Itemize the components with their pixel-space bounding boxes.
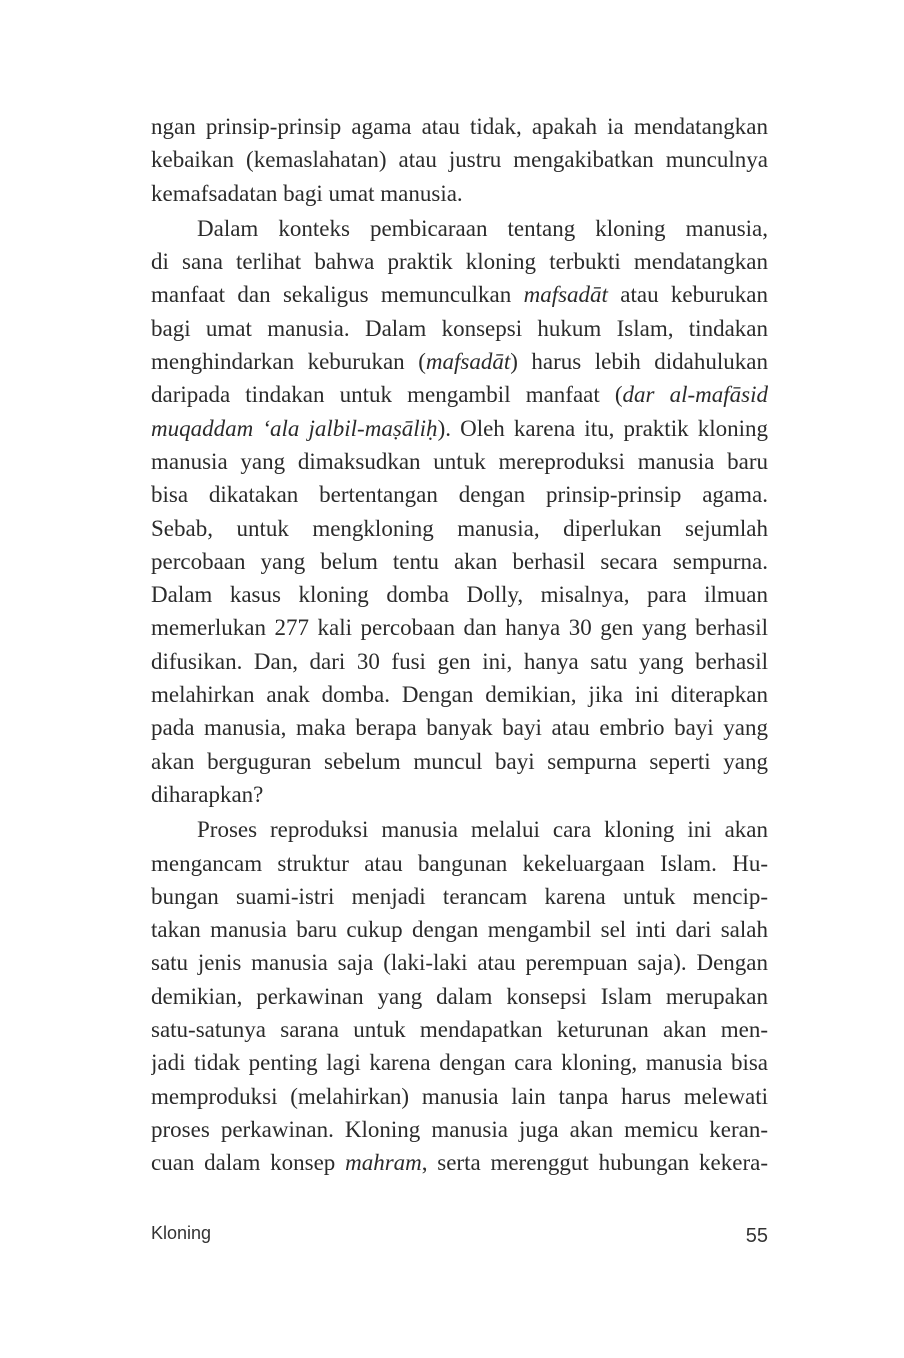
text-segment: jadi tidak penting lagi karena dengan cara kloning, manusia bisa	[151, 1050, 768, 1076]
paragraph	[151, 110, 768, 210]
text-segment: satu jenis manusia saja (laki-laki atau perempuan saja). Dengan	[151, 950, 768, 976]
text-line	[151, 578, 768, 611]
text-line	[151, 611, 768, 644]
text-line	[151, 1080, 768, 1113]
text-line	[151, 813, 768, 846]
text-segment: ) harus lebih didahulukan	[510, 349, 768, 375]
text-line	[151, 445, 768, 478]
text-line	[151, 512, 768, 545]
text-segment: , serta merenggut hubungan kekera-	[421, 1150, 768, 1176]
text-line	[151, 880, 768, 913]
text-segment: kemafsadatan bagi umat manusia.	[151, 180, 463, 206]
text-segment: manusia yang dimaksudkan untuk mereproduksi manusia baru	[151, 448, 768, 474]
text-line	[151, 946, 768, 979]
text-segment: memproduksi (melahirkan) manusia lain tanpa harus melewati	[151, 1083, 768, 1109]
text-segment: Dalam konteks pembicaraan tentang kloning manusia,	[197, 215, 768, 241]
italic-term: mahram	[345, 1150, 422, 1176]
text-line	[151, 245, 768, 278]
text-line	[151, 1146, 768, 1179]
text-line	[151, 212, 768, 245]
text-segment: bagi umat manusia. Dalam konsepsi hukum Islam, tindakan	[151, 315, 768, 341]
text-segment: atau keburukan	[607, 282, 768, 308]
text-line	[151, 745, 768, 778]
text-segment: kebaikan (kemaslahatan) atau justru mengakibatkan munculnya	[151, 147, 768, 173]
text-segment: menghindarkan keburukan (	[151, 349, 426, 375]
text-segment: manfaat dan sekaligus memunculkan	[151, 282, 524, 308]
text-segment: mengancam struktur atau bangunan kekeluargaan Islam. Hu-	[151, 850, 768, 876]
text-line	[151, 1113, 768, 1146]
italic-term: mafsadāt	[425, 349, 511, 375]
text-line	[151, 278, 768, 311]
text-segment: percobaan yang belum tentu akan berhasil secara sempurna.	[151, 548, 768, 574]
text-line	[151, 847, 768, 880]
text-line	[151, 678, 768, 711]
paragraph	[151, 813, 768, 1179]
text-line	[151, 110, 768, 143]
paragraph	[151, 212, 768, 811]
text-line	[151, 645, 768, 678]
text-line	[151, 177, 768, 210]
page-number: 55	[745, 1225, 768, 1247]
text-line	[151, 913, 768, 946]
text-segment: memerlukan 277 kali percobaan dan hanya 30 gen yang berhasil	[151, 615, 768, 641]
text-segment: takan manusia baru cukup dengan mengambil sel inti dari salah	[151, 917, 768, 943]
text-segment: Proses reproduksi manusia melalui cara kloning ini akan	[197, 817, 768, 843]
text-line	[151, 778, 768, 811]
text-segment: bungan suami-istri menjadi terancam karena untuk mencip-	[151, 883, 768, 909]
text-segment: pada manusia, maka berapa banyak bayi atau embrio bayi yang	[151, 715, 768, 741]
text-line	[151, 412, 768, 445]
text-segment: di sana terlihat bahwa praktik kloning terbukti mendatangkan	[151, 249, 768, 275]
text-line	[151, 545, 768, 578]
text-line	[151, 345, 768, 378]
text-segment: proses perkawinan. Kloning manusia juga akan memicu keran-	[151, 1116, 768, 1142]
text-segment: demikian, perkawinan yang dalam konsepsi Islam merupakan	[151, 983, 768, 1009]
text-segment: difusikan. Dan, dari 30 fusi gen ini, hanya satu yang berhasil	[151, 648, 768, 674]
text-segment: ngan prinsip-prinsip agama atau tidak, apakah ia mendatangkan	[151, 114, 768, 139]
text-line	[151, 478, 768, 511]
text-segment: melahirkan anak domba. Dengan demikian, jika ini diterapkan	[151, 682, 768, 708]
text-line	[151, 143, 768, 176]
text-line	[151, 1046, 768, 1079]
text-line	[151, 378, 768, 411]
body-text	[151, 110, 768, 1180]
running-title: Kloning	[151, 1223, 212, 1243]
text-segment: akan berguguran sebelum muncul bayi sempurna seperti yang	[151, 748, 768, 774]
text-segment: daripada tindakan untuk mengambil manfaat (	[151, 382, 623, 408]
text-line	[151, 312, 768, 345]
text-line	[151, 711, 768, 744]
text-segment: satu-satunya sarana untuk mendapatkan keturunan akan men-	[151, 1017, 768, 1043]
text-segment: Dalam kasus kloning domba Dolly, misalnya, para ilmuan	[151, 582, 768, 608]
text-segment: ). Oleh karena itu, praktik kloning	[437, 415, 768, 441]
text-segment: bisa dikatakan bertentangan dengan prinsip-prinsip agama.	[151, 482, 768, 508]
text-segment: diharapkan?	[151, 781, 264, 807]
italic-term: muqaddam ‘ala jalbil-maṣāliḥ	[151, 415, 438, 441]
text-line	[151, 1013, 768, 1046]
italic-term: dar al-mafāsid	[622, 382, 768, 408]
italic-term: mafsadāt	[523, 282, 608, 308]
text-line	[151, 980, 768, 1013]
text-segment: cuan dalam konsep	[151, 1150, 346, 1176]
text-segment: Sebab, untuk mengkloning manusia, diperlukan sejumlah	[151, 515, 768, 541]
